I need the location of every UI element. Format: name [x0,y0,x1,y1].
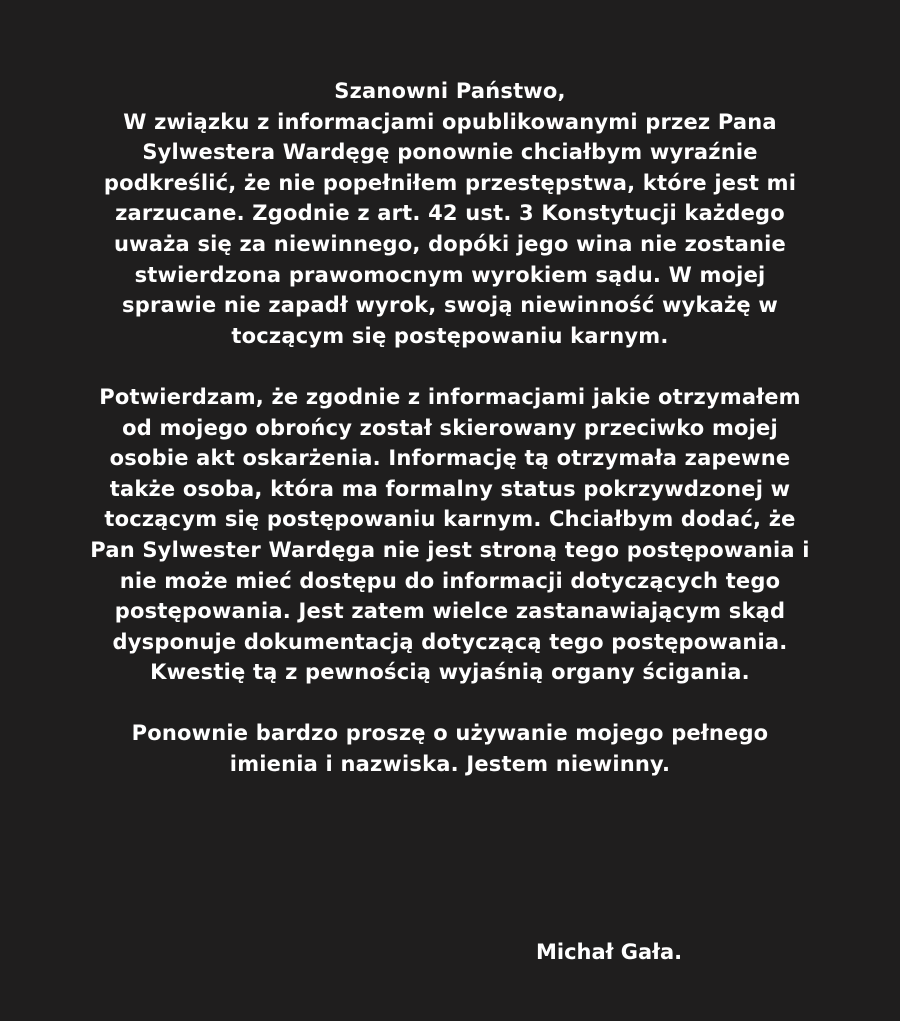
paragraph-line: dysponuje dokumentacją dotyczącą tego postępowania. [112,629,788,654]
paragraph-line: stwierdzona prawomocnym wyrokiem sądu. W mojej [134,262,766,287]
paragraph-line: toczącym się postępowaniu karnym. [231,323,669,348]
paragraph-indictment [0,382,900,688]
paragraph-line: Pan Sylwester Wardęga nie jest stroną tego postępowania i [90,537,810,562]
greeting: Szanowni Państwo, [334,79,566,103]
paragraph-line: Sylwestera Wardęgę ponownie chciałbym wyraźnie [142,140,758,165]
paragraph-innocence [0,107,900,352]
paragraph-line: toczącym się postępowaniu karnym. Chciałbym dodać, że [104,507,796,532]
paragraph-line: imienia i nazwiska. Jestem niewinny. [229,752,671,777]
paragraph-line: W związku z informacjami opublikowanymi przez Pana [123,109,777,134]
paragraph-line: Kwestię tą z pewnością wyjaśnią organy ścigania. [150,660,750,685]
paragraph-line: postępowania. Jest zatem wielce zastanawiającym skąd [114,599,786,624]
paragraph-request [0,718,900,779]
paragraph-line: Potwierdzam, że zgodnie z informacjami jakie otrzymałem [99,384,801,409]
paragraph-line: uważa się za niewinnego, dopóki jego wina nie zostanie [114,231,786,256]
paragraph-spacer [0,351,900,382]
paragraph-line: podkreślić, że nie popełniłem przestępstwa, które jest mi [103,170,797,195]
paragraph-line: od mojego obrońcy został skierowany przeciwko mojej [122,415,778,440]
paragraph-spacer [0,688,900,719]
paragraph-line: nie może mieć dostępu do informacji dotyczących tego [119,568,781,593]
paragraph-line: sprawie nie zapadł wyrok, swoją niewinność wykażę w [122,293,778,318]
paragraph-line: osobie akt oskarżenia. Informację tą otrzymała zapewne [109,446,791,471]
paragraph-line: Ponownie bardzo proszę o używanie mojego pełnego [131,721,769,746]
signature: Michał Gała. [536,940,683,964]
paragraph-line: zarzucane. Zgodnie z art. 42 ust. 3 Konstytucji każdego [115,201,785,226]
paragraph-line: także osoba, która ma formalny status pokrzywdzonej w [109,476,791,501]
